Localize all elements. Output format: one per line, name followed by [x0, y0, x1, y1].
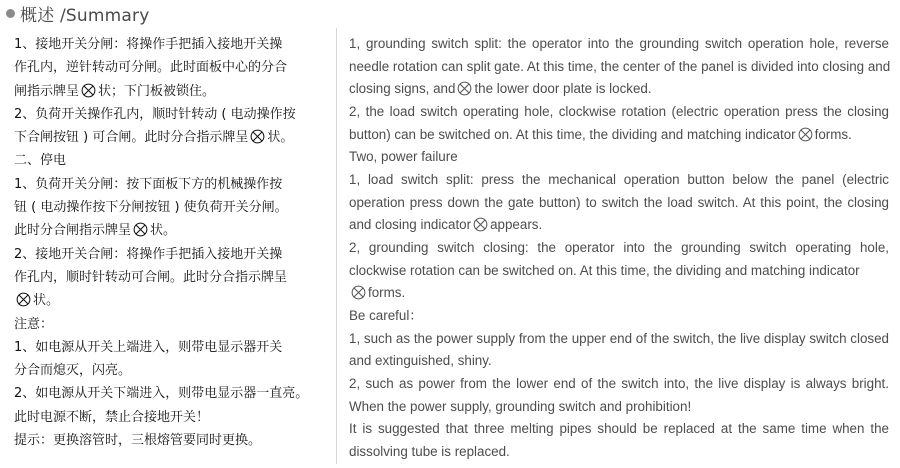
text-line: Be careful： [349, 307, 423, 323]
text-line: 钮 ( 电动操作按下分闸按钮 ) 使负荷开关分闸。 [14, 200, 288, 216]
circled-x-icon [16, 292, 31, 307]
text-line: 1、如电源从开关上端进入，则带电显示器开关 [14, 339, 283, 355]
text-line [14, 80, 326, 103]
english-text-column [349, 33, 889, 463]
text-line: 2, such as power from the lower end of the switch into, the live display is always bright. [349, 375, 889, 391]
text-line: 此时电源不断，禁止合接地开关！ [14, 409, 210, 425]
text-span: 此时分合闸指示牌呈 [14, 223, 132, 239]
text-line: 1、负荷开关分闸：按下面板下方的机械操作按 [14, 176, 283, 192]
text-line: 2, the load switch operating hole, clockwise rotation (electric operation press the closing [349, 103, 889, 119]
text-line: 提示：更换溶管时，三根熔管要同时更换。 [14, 433, 262, 449]
circled-x-icon [250, 129, 265, 144]
circled-x-icon [473, 217, 488, 232]
text-line: 2、如电源从开关下端进入，则带电显示器一直亮。 [14, 386, 309, 402]
text-line: 作孔内，逆针转动可分闸。此时面板中心的分合 [14, 60, 288, 76]
text-line: 分合而熄灭，闪亮。 [14, 363, 132, 379]
text-span: forms. [368, 285, 406, 301]
text-line: and extinguished, shiny. [349, 353, 492, 369]
text-span: forms. [814, 126, 852, 142]
circled-x-icon [351, 285, 366, 300]
text-line: 1, such as the power supply from the upper end of the switch, the live display switch closed [349, 330, 889, 346]
circled-x-icon [457, 81, 472, 96]
text-span: button) can be switched on. At this time, the dividing and matching indicator [349, 126, 796, 142]
text-span: 状。 [33, 293, 60, 309]
text-line: 注意： [14, 316, 54, 332]
text-line: operation press down the gate button) to switch the load switch. At this point, the closing [349, 194, 889, 210]
text-line: dissolving tube is replaced. [349, 443, 510, 459]
text-line: 作孔内，顺时针转动可合闸。此时分合指示牌呈 [14, 269, 288, 285]
text-line: When the power supply, grounding switch and prohibition! [349, 398, 692, 414]
text-line: 2、接地开关合闸：将操作手把插入接地开关操 [14, 246, 283, 262]
text-line: 二、停电 [14, 153, 67, 169]
section-title: 概述 /Summary [20, 5, 150, 26]
circled-x-icon [133, 222, 148, 237]
text-line: clockwise rotation can be switched on. At this time, the dividing and matching indicator [349, 262, 860, 278]
text-line: It is suggested that three melting pipes should be replaced at the same time when the [349, 421, 889, 437]
section-header [6, 3, 150, 26]
text-line: 1, load switch split: press the mechanical operation button below the panel (electric [349, 171, 889, 187]
text-span: 下合闸按钮 ) 可合闸。此时分合指示牌呈 [14, 130, 249, 146]
text-line: 1, grounding switch split: the operator into the grounding switch operation hole, reverse [349, 36, 889, 51]
text-line [14, 289, 326, 312]
text-line: Two, power failure [349, 149, 458, 165]
text-span: 状。 [267, 130, 294, 146]
text-line: 2, grounding switch closing: the operator into the grounding switch operating hole, [349, 239, 889, 255]
text-line [349, 78, 889, 101]
circled-x-icon [798, 127, 813, 142]
text-line [349, 124, 889, 147]
text-span: 状。 [150, 223, 177, 239]
text-span: and closing indicator [349, 217, 472, 233]
text-span: 状；下门板被锁住。 [98, 83, 216, 99]
text-line [349, 282, 889, 305]
column-divider [336, 28, 337, 464]
circled-x-icon [81, 83, 96, 98]
chinese-text-column [14, 33, 326, 452]
text-span: appears. [490, 217, 543, 233]
text-line: 2、负荷开关操作孔内，顺时针转动 ( 电动操作按 [14, 106, 296, 122]
text-line [14, 219, 326, 242]
text-span: the lower door plate is locked. [474, 81, 652, 97]
text-span: closing signs, and [349, 81, 456, 97]
bullet-dot-icon [6, 9, 15, 18]
text-line: 1、接地开关分闸：将操作手把插入接地开关操 [14, 37, 283, 52]
text-span: 闸指示牌呈 [14, 83, 80, 99]
text-line [14, 126, 326, 149]
text-line: needle rotation can split gate. At this time, the center of the panel is divided into closing and [349, 58, 891, 74]
text-line [349, 214, 889, 237]
